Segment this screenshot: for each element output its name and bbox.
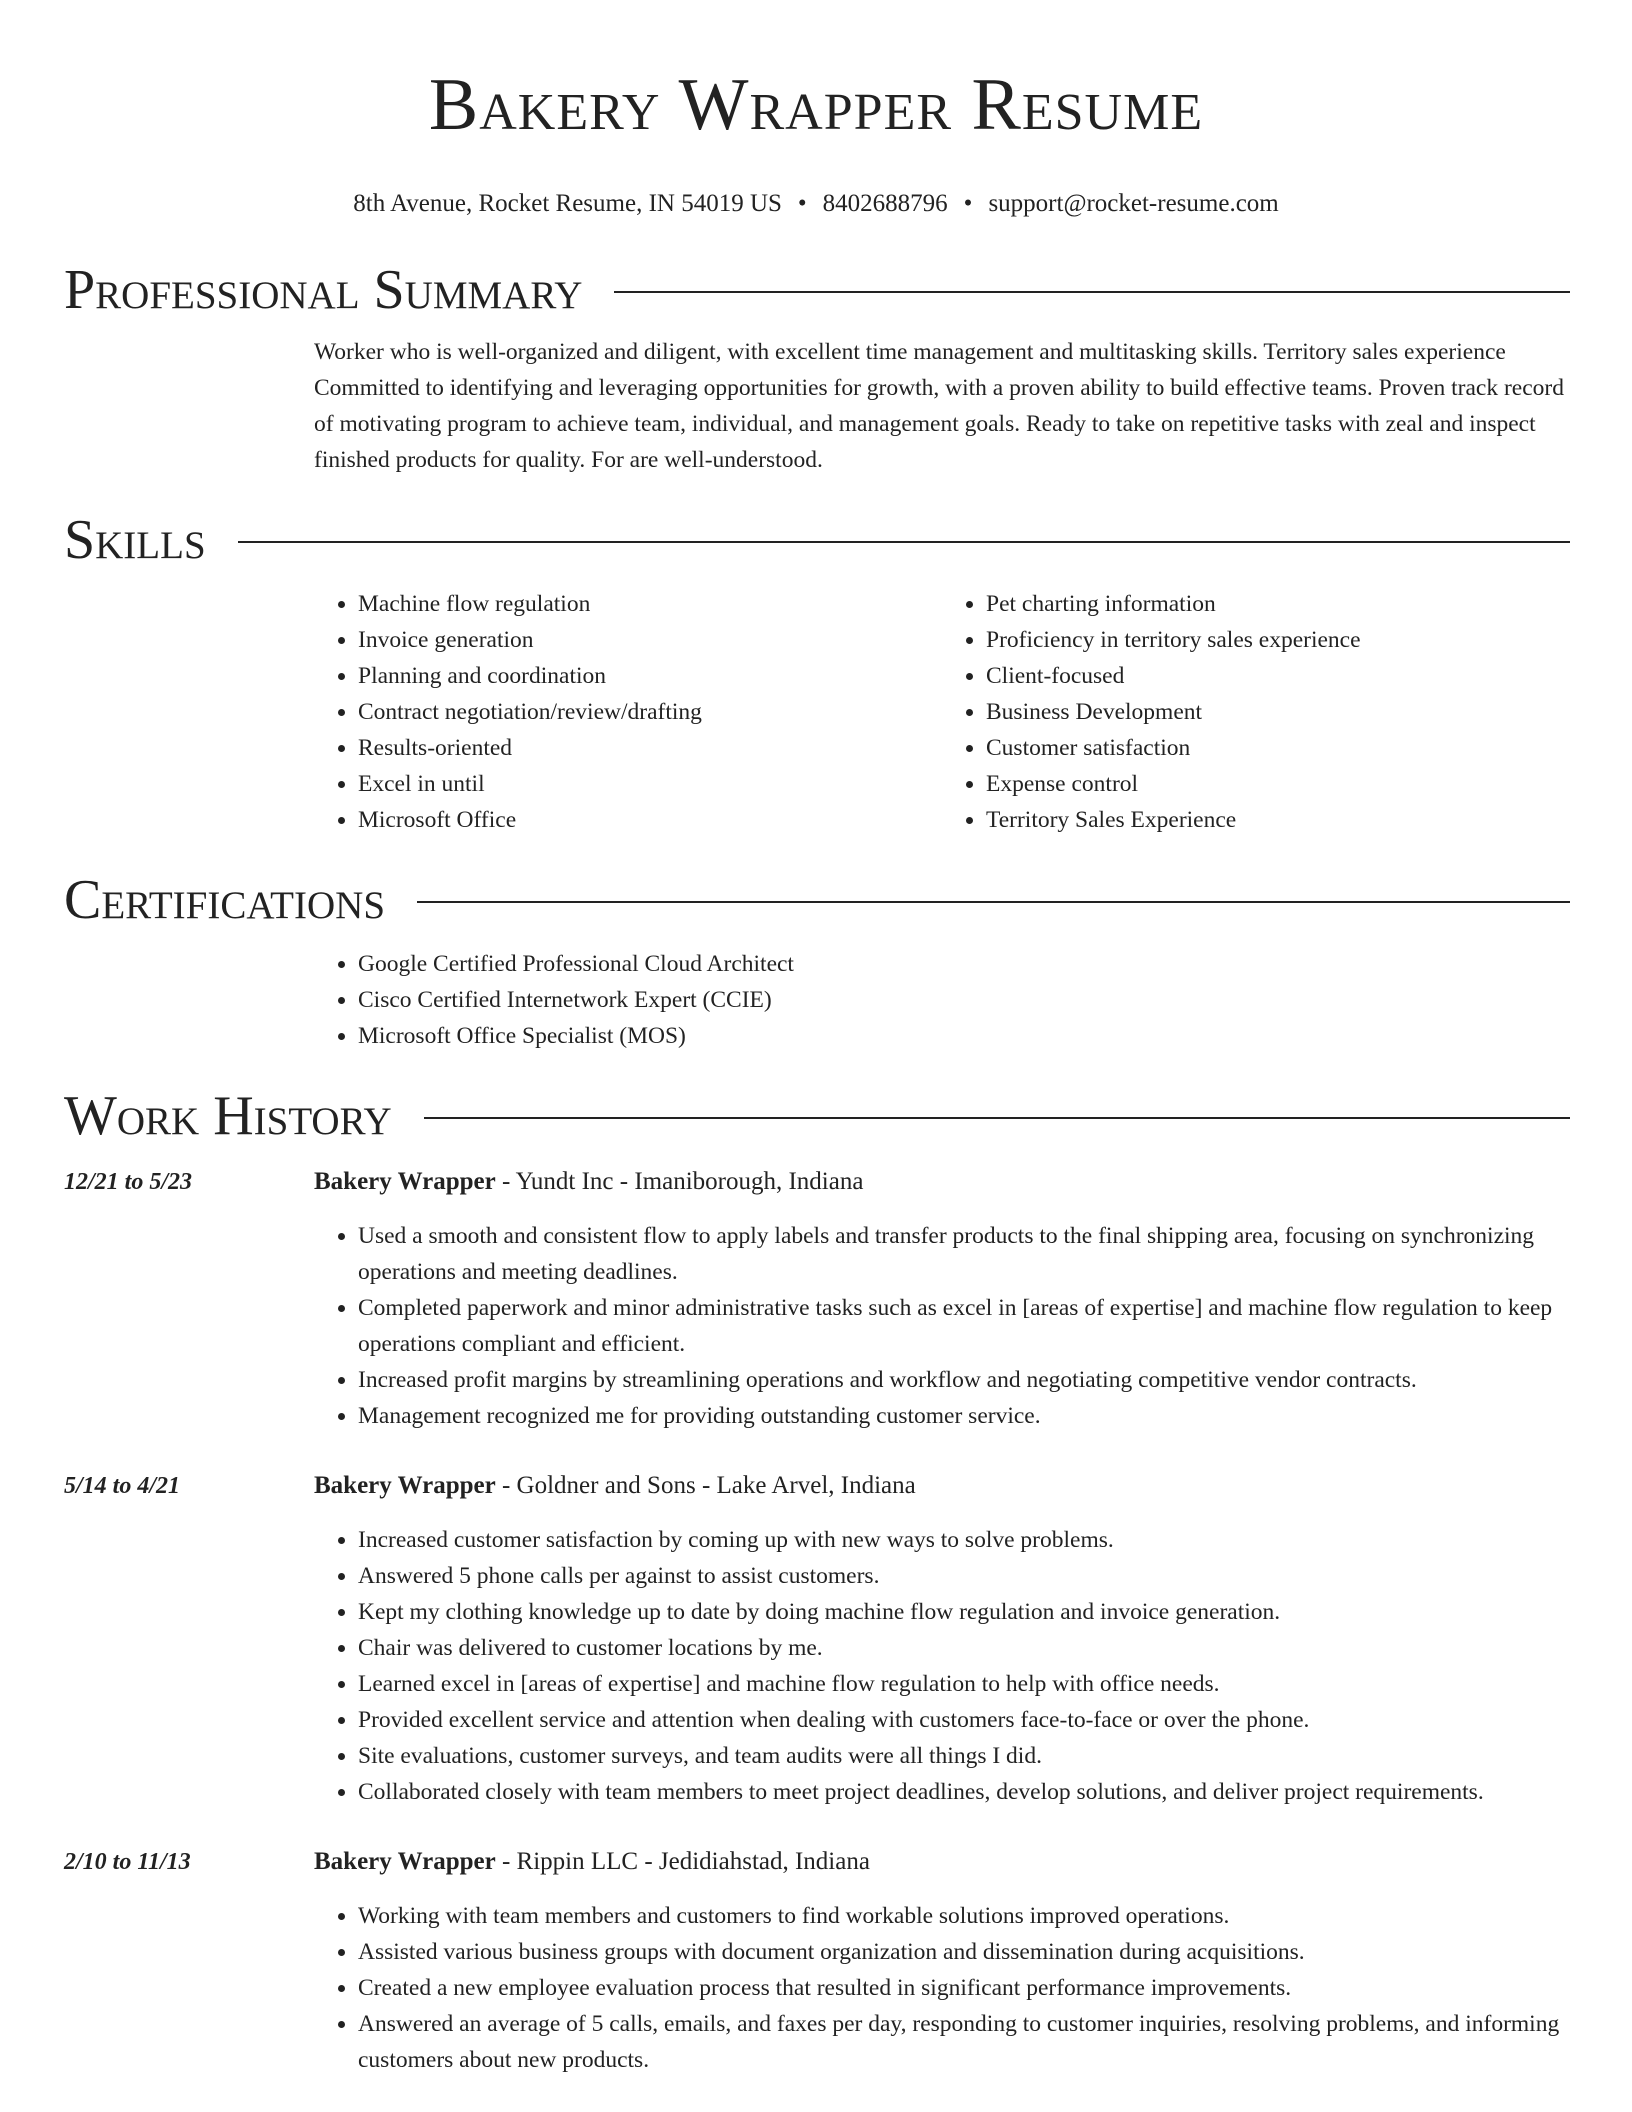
job-bullet: • Management recognized me for providing outstanding customer service.: [358, 1398, 1570, 1434]
work-history-title: Work History: [64, 1085, 392, 1147]
contact-phone: 8402688796: [822, 190, 948, 217]
skills-grid: [314, 586, 1570, 838]
job-bullets: [314, 1218, 1570, 1434]
job-bullet: • Collaborated closely with team members to meet project deadlines, develop solutions, and deliver project requirements.: [358, 1774, 1570, 1810]
contact-line: [0, 188, 1632, 220]
resume-name: Bakery Wrapper Resume: [428, 64, 1204, 146]
skills-list-left: [314, 586, 942, 838]
skill-item: • Machine flow regulation: [358, 586, 942, 622]
job-entry: [64, 1164, 1570, 1434]
section-divider: [417, 901, 1570, 903]
skill-item: • Business Development: [986, 694, 1570, 730]
job-details: [314, 1468, 1570, 1810]
job-bullet: • Site evaluations, customer surveys, and team audits were all things I did.: [358, 1738, 1570, 1774]
job-bullet: • Learned excel in [areas of expertise] and machine flow regulation to help with office needs.: [358, 1666, 1570, 1702]
contact-email: support@rocket-resume.com: [988, 190, 1279, 217]
summary-text: Worker who is well-organized and diligent, with excellent time management and multitasking skills. Territory sales experience Committed to identifying and leveraging opportunities for growth, with a proven ability to build effective teams. Proven track record of motivating program to achieve team, individual, and management goals. Ready to take on repetitive tasks with zeal and inspect finished products for quality. For are well-understood.: [314, 339, 1564, 473]
resume-header: [0, 0, 1632, 220]
skill-item: • Customer satisfaction: [986, 730, 1570, 766]
job-dates: 2/10 to 11/13: [64, 1849, 191, 1875]
job-employer: - Goldner and Sons - Lake Arvel, Indiana: [495, 1472, 916, 1499]
skill-item: • Results-oriented: [358, 730, 942, 766]
section-divider: [424, 1117, 1570, 1119]
skills-section: [64, 508, 1570, 838]
work-history-heading: [64, 1084, 1570, 1148]
skills-heading: [64, 508, 1570, 572]
job-bullets: [314, 1522, 1570, 1810]
job-bullet: • Created a new employee evaluation process that resulted in significant performance improvements.: [358, 1970, 1570, 2006]
job-bullet: • Completed paperwork and minor administrative tasks such as excel in [areas of expertise] and machine flow regulation to keep operations compliant and efficient.: [358, 1290, 1570, 1362]
job-details: [314, 1844, 1570, 2078]
job-bullet: • Answered 5 phone calls per against to assist customers.: [358, 1558, 1570, 1594]
summary-section: [64, 258, 1570, 478]
summary-heading: [64, 258, 1570, 322]
job-title: Bakery Wrapper: [314, 1168, 496, 1195]
job-bullet: • Provided excellent service and attention when dealing with customers face-to-face or over the phone.: [358, 1702, 1570, 1738]
certifications-heading: [64, 868, 1570, 932]
job-heading: [314, 1468, 1570, 1504]
certifications-body: [314, 946, 1570, 1054]
job-dates: 5/14 to 4/21: [64, 1473, 181, 1499]
job-bullet: • Chair was delivered to customer locations by me.: [358, 1630, 1570, 1666]
certification-item: • Google Certified Professional Cloud Architect: [358, 946, 1570, 982]
skill-item: • Invoice generation: [358, 622, 942, 658]
contact-separator: •: [963, 190, 973, 217]
job-bullets: [314, 1898, 1570, 2078]
skill-item: • Microsoft Office: [358, 802, 942, 838]
job-details: [314, 1164, 1570, 1434]
job-heading: [314, 1164, 1570, 1200]
certification-item: • Cisco Certified Internetwork Expert (CCIE): [358, 982, 1570, 1018]
summary-title: Professional Summary: [64, 259, 583, 321]
skill-item: • Proficiency in territory sales experience: [986, 622, 1570, 658]
certifications-list: [314, 946, 1570, 1054]
section-divider: [614, 291, 1570, 293]
job-heading: [314, 1844, 1570, 1880]
skills-list-right: [942, 586, 1570, 838]
job-bullet: • Working with team members and customers to find workable solutions improved operations.: [358, 1898, 1570, 1934]
job-dates: 12/21 to 5/23: [64, 1169, 193, 1195]
work-history-section: [64, 1084, 1570, 2078]
skill-item: • Pet charting information: [986, 586, 1570, 622]
job-bullet: • Answered an average of 5 calls, emails, and faxes per day, responding to customer inquiries, resolving problems, and informing customers about new products.: [358, 2006, 1570, 2078]
job-title: Bakery Wrapper: [314, 1472, 496, 1499]
skills-title: Skills: [64, 509, 206, 571]
job-bullet: • Increased profit margins by streamlining operations and workflow and negotiating competitive vendor contracts.: [358, 1362, 1570, 1398]
job-entry: [64, 1468, 1570, 1810]
certifications-section: [64, 868, 1570, 1054]
section-divider: [238, 541, 1570, 543]
job-title: Bakery Wrapper: [314, 1848, 496, 1875]
certification-item: • Microsoft Office Specialist (MOS): [358, 1018, 1570, 1054]
job-employer: - Rippin LLC - Jedidiahstad, Indiana: [495, 1848, 870, 1875]
contact-separator: •: [797, 190, 807, 217]
skill-item: • Planning and coordination: [358, 658, 942, 694]
job-entry: [64, 1844, 1570, 2078]
job-bullet: • Kept my clothing knowledge up to date by doing machine flow regulation and invoice generation.: [358, 1594, 1570, 1630]
contact-address: 8th Avenue, Rocket Resume, IN 54019 US: [353, 190, 782, 217]
skill-item: • Client-focused: [986, 658, 1570, 694]
skill-item: • Excel in until: [358, 766, 942, 802]
skill-item: • Expense control: [986, 766, 1570, 802]
job-employer: - Yundt Inc - Imaniborough, Indiana: [495, 1168, 864, 1195]
certifications-title: Certifications: [64, 869, 386, 931]
skill-item: • Territory Sales Experience: [986, 802, 1570, 838]
skill-item: • Contract negotiation/review/drafting: [358, 694, 942, 730]
job-bullet: • Used a smooth and consistent flow to apply labels and transfer products to the final shipping area, focusing on synchronizing operations and meeting deadlines.: [358, 1218, 1570, 1290]
job-bullet: • Assisted various business groups with document organization and dissemination during acquisitions.: [358, 1934, 1570, 1970]
job-bullet: • Increased customer satisfaction by coming up with new ways to solve problems.: [358, 1522, 1570, 1558]
